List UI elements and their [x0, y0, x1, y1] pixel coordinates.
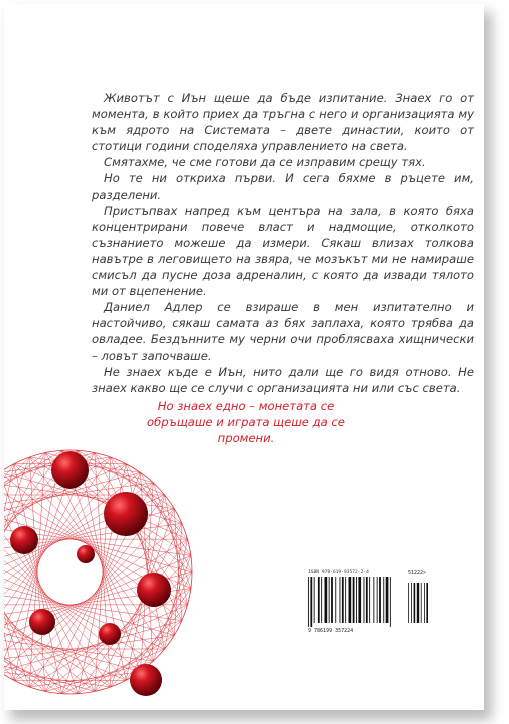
red-sphere-network-art	[4, 422, 214, 710]
red-sphere-bead	[130, 664, 162, 696]
blurb-paragraph: Даниел Адлер се взираше в мен изпитателно и настойчиво, сякаш самата аз бях заплаха, която трябва да овладее. Бездънните му черни очи проблясваха хищнически – ловът започваше.	[92, 300, 474, 363]
book-back-cover	[4, 4, 484, 710]
red-sphere-bead	[29, 609, 55, 635]
blurb-paragraph: Животът с Иън щеше да бъде изпитание. Знаех го от момента, в който приех да тръгна с него и организацията му към ядрото на Системата – двете династии, които от стотици години споделяха управлението на света.	[92, 91, 474, 154]
price-addon: 51222>	[408, 570, 427, 576]
blurb-text	[92, 90, 474, 396]
red-sphere-bead	[104, 492, 148, 536]
blurb-paragraph: Не знаех къде е Иън, нито дали ще го видя отново. Не знаех какво ще се случи с организацията ни или със света.	[92, 364, 474, 395]
red-sphere-bead	[137, 573, 171, 607]
blurb-paragraph: Пристъпвах напред към центъра на зала, в която бяха концентрирани повече власт и надмощие, отколкото съзнанието можеше да измери. Сякаш влизах толкова навътре в леговището на звяра, че мозъкът ми не намираше смисъл да пусне доза адреналин, с която да извади тялото ми от вцепенение.	[92, 203, 474, 299]
blurb-paragraph: Но те ни откриха първи. И сега бяхме в ръцете им, разделени.	[92, 171, 474, 202]
red-sphere-bead	[10, 526, 38, 554]
tagline: Но знаех едно – монетата се обръщаше и играта щеше да се промени.	[147, 399, 345, 445]
barcode-bars	[304, 577, 436, 627]
red-sphere-bead	[77, 545, 95, 563]
blurb-paragraph: Смятахме, че сме готови да се изправим срещу тях.	[104, 155, 426, 170]
red-sphere-bead	[51, 451, 89, 489]
red-sphere-bead	[99, 623, 121, 645]
barcode-digits: 9 786199 357224	[308, 628, 354, 634]
isbn-label: ISBN 978-619-93572-2-4	[308, 570, 369, 575]
isbn-barcode	[304, 570, 436, 638]
